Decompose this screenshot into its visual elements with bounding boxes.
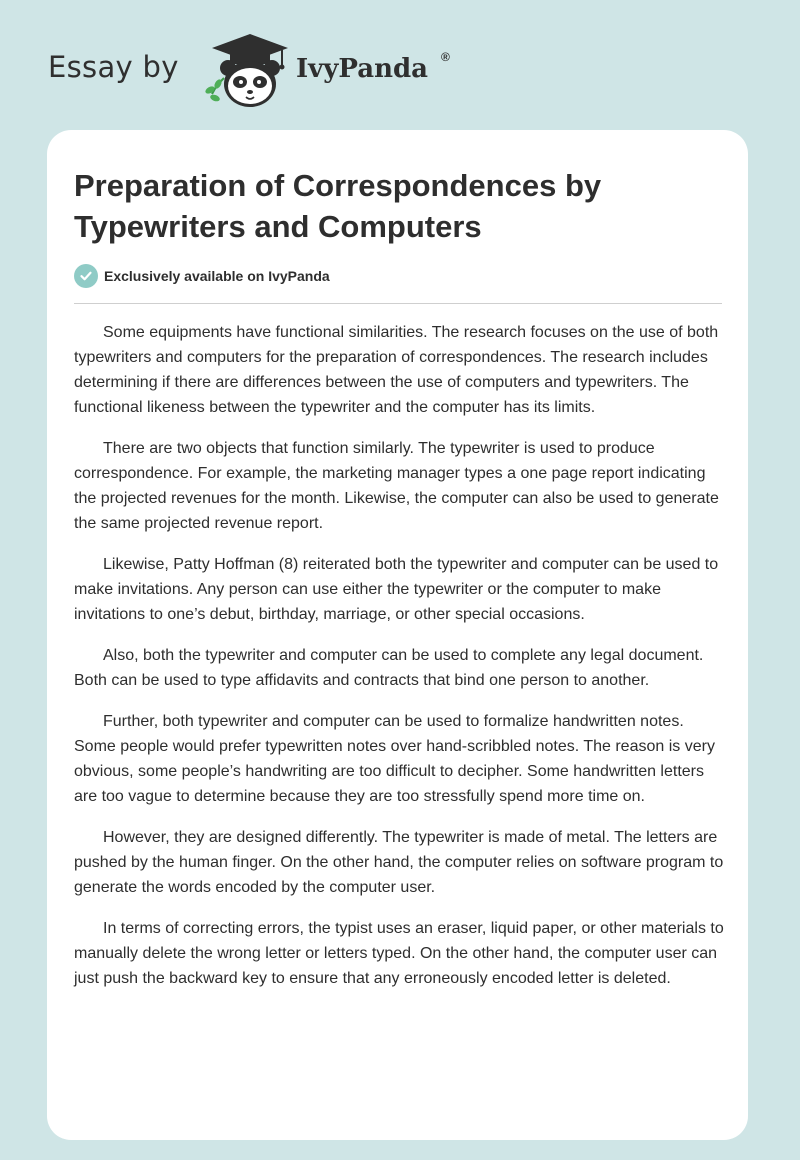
paragraph: However, they are designed differently. The typewriter is made of metal. The letters are pushed by the human finger. On the other hand, the computer relies on software program to generate the words encoded by the computer user.: [74, 829, 724, 896]
exclusive-badge-text: Exclusively available on IvyPanda: [104, 268, 330, 284]
exclusive-badge: [74, 263, 330, 289]
check-circle-icon: [74, 264, 98, 288]
brand-name: IvyPanda: [296, 54, 429, 84]
paragraph: Likewise, Patty Hoffman (8) reiterated both the typewriter and computer can be used to make invitations. Any person can use either the typewriter or the computer to make invitations to one’s debut, birthday, marriage, or other special occasions.: [74, 556, 719, 623]
brand-header: [48, 30, 508, 110]
registered-mark: ®: [441, 50, 450, 64]
article-body: [74, 320, 724, 1007]
paragraph: There are two objects that function similarly. The typewriter is used to produce correspondence. For example, the marketing manager types a one page report indicating the projected revenues for the month. Likewise, the computer can also be used to generate the same projected revenue report.: [74, 440, 719, 532]
paragraph: In terms of correcting errors, the typist uses an eraser, liquid paper, or other materials to manually delete the wrong letter or letters typed. On the other hand, the computer user can just push the backward key to ensure that any erroneously encoded letter is deleted.: [74, 920, 724, 987]
brand-prefix: Essay by: [48, 50, 179, 84]
panda-logo-icon: [202, 32, 292, 110]
paragraph: Some equipments have functional similarities. The research focuses on the use of both typewriters and computers for the preparation of correspondences. The research includes determining if there are differences between the use of computers and typewriters. The functional likeness between the typewriter and the computer has its limits.: [74, 324, 719, 416]
divider: [74, 303, 722, 304]
paragraph: Further, both typewriter and computer can be used to formalize handwritten notes. Some people would prefer typewritten notes over hand-scribbled notes. The reason is very obvious, some people’s handwriting are too difficult to decipher. Some handwritten letters are too vague to determine because they are too stressfully spend more time on.: [74, 713, 715, 805]
article-title: Preparation of Correspondences by Typewriters and Computers: [74, 168, 602, 244]
article-card: [47, 130, 748, 1140]
paragraph: Also, both the typewriter and computer can be used to complete any legal document. Both can be used to type affidavits and contracts that bind one person to another.: [74, 647, 704, 689]
